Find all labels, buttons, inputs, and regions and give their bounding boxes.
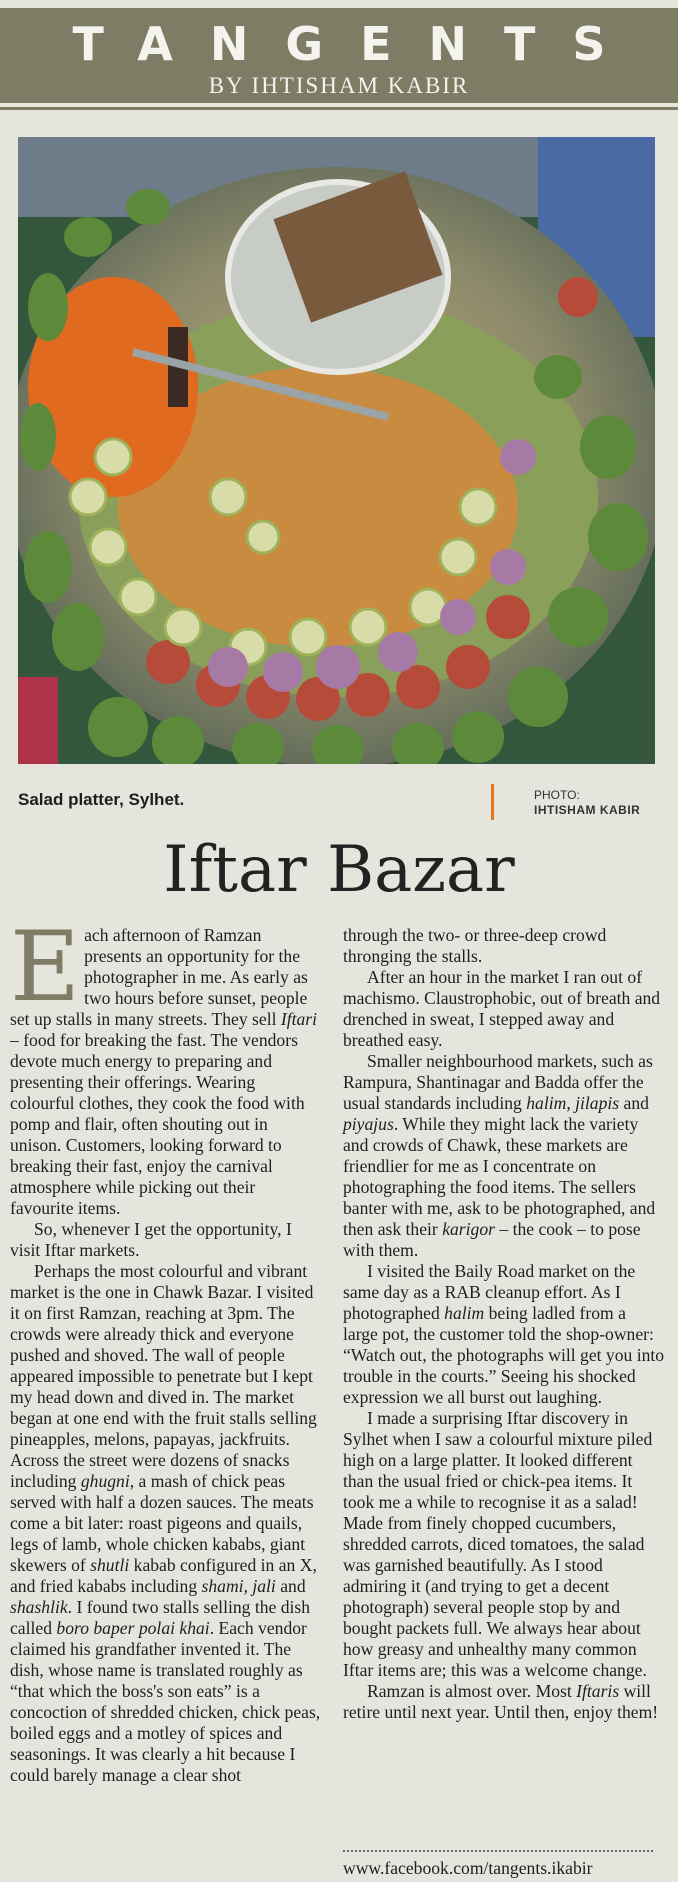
article-column-left <box>10 911 322 1786</box>
p3-text-b: , a mash of chick peas served with half a dozen sauces. The meats come a bit later: roast pigeons and quails, legs of lamb, whole chicken kababs, giant skewers of <box>10 1471 314 1575</box>
r3-karigor: karigor <box>442 1219 495 1239</box>
r6-iftaris: Iftaris <box>576 1681 620 1701</box>
p3-text-a: Perhaps the most colourful and vibrant market is the one in Chawk Bazar. I visited it on first Ramzan, reaching at 3pm. The crowds were already thick and everyone pushed and shoved. The wall of people appeared impossible to penetrate but I kept my head down and dived in. The market began at one end with the fruit stalls selling pineapples, melons, papayas, jackfruits. Across the street were dozens of snacks including <box>10 1261 317 1491</box>
masthead-rule <box>0 107 678 110</box>
paragraph-1 <box>10 911 322 1219</box>
paragraph-r2: After an hour in the market I ran out of machismo. Claustrophobic, out of breath and drenched in sweat, I stepped away and breathed easy. <box>343 967 661 1050</box>
paragraph-1-text-a: ach afternoon of Ramzan presents an opportunity for the photographer in me. As early as two hours before sunset, people set up stalls in many streets. They sell <box>10 925 308 1029</box>
p3-text-e: . I found two stalls selling the dish called <box>10 1597 311 1638</box>
photo-credit-label: PHOTO: <box>534 788 580 802</box>
footer-link[interactable]: www.facebook.com/tangents.ikabir <box>343 1858 593 1878</box>
footer-divider <box>343 1850 653 1852</box>
masthead-banner <box>0 8 678 103</box>
r3-text-b: and <box>619 1093 649 1113</box>
paragraph-r6 <box>343 1681 665 1723</box>
paragraph-r3 <box>343 1051 665 1261</box>
p3-text-f: . Each vendor claimed his grandfather invented it. The dish, whose name is translated roughly as “that which the boss's son eats” is a concoction of shredded chicken, chick peas, boiled eggs and a motley of spices and seasonings. It was clearly a hit because I could barely manage a clear shot <box>10 1618 321 1785</box>
r4-text-a: I visited the Baily Road market on the same day as a RAB cleanup effort. As I photographed <box>343 1261 636 1323</box>
article-headline: Iftar Bazar <box>163 833 515 907</box>
r3-text-c: . While they might lack the variety and crowds of Chawk, these markets are friendlier for me as I concentrate on photographing the food items. The sellers banter with me, ask to be photographed, and then ask their <box>343 1114 656 1239</box>
photo-credit <box>534 788 640 818</box>
r4-halim: halim <box>444 1303 485 1323</box>
masthead-title: TANGENTS <box>72 17 643 71</box>
credit-accent-bar <box>491 784 494 820</box>
r3-text-d: – the cook – to pose with them. <box>343 1219 641 1260</box>
p3-boro: boro baper polai khai <box>56 1618 210 1638</box>
r3-halim: halim, jilapis <box>526 1093 620 1113</box>
paragraph-r4 <box>343 1261 665 1408</box>
r3-piyajus: piyajus <box>343 1114 394 1134</box>
p3-shashlik: shashlik <box>10 1597 68 1617</box>
paragraph-r1: through the two- or three-deep crowd thronging the stalls. <box>343 925 607 966</box>
drop-cap: E <box>10 911 81 1023</box>
r4-text-b: being ladled from a large pot, the customer told the shop-owner: “Watch out, the photographs will get you into trouble in the courts.” Seeing his shocked expression we all burst out laughing. <box>343 1303 665 1407</box>
r6-text-b: will retire until next year. Until then, enjoy them! <box>343 1681 659 1722</box>
p3-text-c: kabab configured in an X, and fried kababs including <box>10 1555 317 1596</box>
p3-text-d: and <box>275 1576 306 1596</box>
paragraph-2: So, whenever I get the opportunity, I visit Iftar markets. <box>10 1219 292 1260</box>
paragraph-1-text-b: – food for breaking the fast. The vendors devote much energy to preparing and presenting their offerings. Wearing colourful clothes, they cook the food with pomp and flair, often shouting out in unison. Customers, looking forward to breaking their fast, enjoy the carnival atmosphere while picking out their favourite items. <box>10 1030 305 1218</box>
photo-credit-name: IHTISHAM KABIR <box>534 803 641 817</box>
paragraph-r5: I made a surprising Iftar discovery in Sylhet when I saw a colourful mixture piled high on a large platter. It looked different than the usual fried or chick-pea items. It took me a while to recognise it as a salad! Made from finely chopped cucumbers, shredded carrots, diced tomatoes, the salad was garnished beautifully. As I stood admiring it (and trying to get a decent photograph) several people stop by and bought packets full. We always hear about how greasy and unhealthy many common Iftar items are; this was a welcome change. <box>343 1408 653 1680</box>
salad-platter-photo <box>18 137 655 764</box>
p3-shami: shami, jali <box>201 1576 276 1596</box>
photo-caption: Salad platter, Sylhet. <box>18 790 185 809</box>
article-column-right <box>343 925 665 1723</box>
r3-text-a: Smaller neighbourhood markets, such as Rampura, Shantinagar and Badda offer the usual standards including <box>343 1051 653 1113</box>
paragraph-1-iftari: Iftari <box>280 1009 318 1029</box>
paragraph-3 <box>10 1261 322 1786</box>
salad-platter-illustration <box>18 137 655 764</box>
p3-ghugni: ghugni <box>80 1471 130 1491</box>
p3-shutli: shutli <box>90 1555 130 1575</box>
r6-text-a: Ramzan is almost over. Most <box>367 1681 577 1701</box>
masthead-byline: BY IHTISHAM KABIR <box>208 73 470 98</box>
